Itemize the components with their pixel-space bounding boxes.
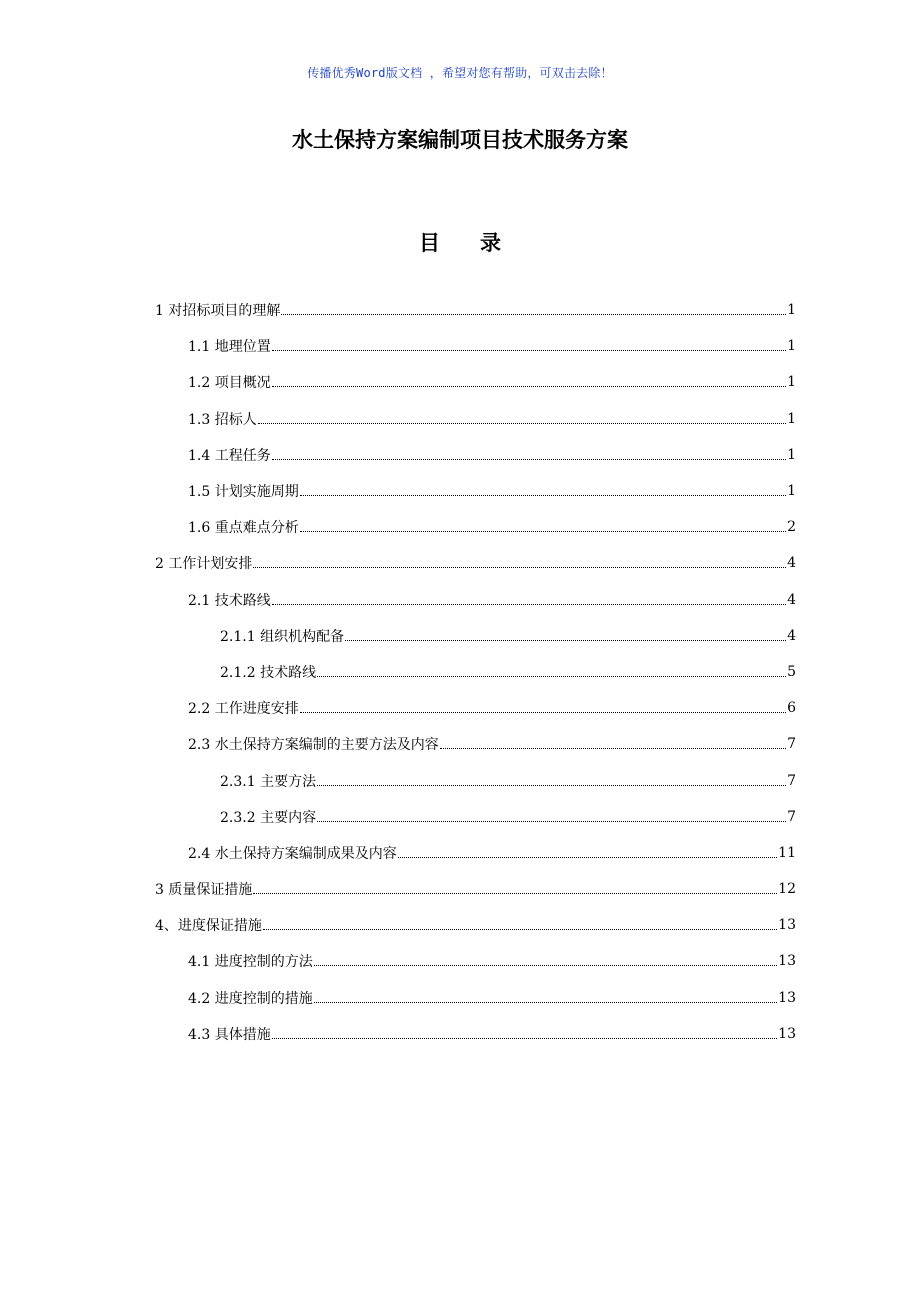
toc-entry[interactable] — [155, 582, 796, 618]
toc-page-number: 1 — [787, 483, 796, 500]
toc-entry-text: 4.3 具体措施 — [188, 1026, 271, 1043]
toc-leader-dots — [258, 412, 786, 426]
toc-entry-text: 3 质量保证措施 — [155, 882, 253, 899]
toc-leader-dots — [253, 556, 786, 570]
toc-entry[interactable] — [155, 437, 796, 473]
table-of-contents — [155, 292, 796, 1052]
toc-entry[interactable] — [155, 473, 796, 509]
toc-page-number: 7 — [787, 772, 796, 789]
toc-leader-dots — [398, 846, 777, 860]
toc-entry[interactable] — [155, 618, 796, 654]
toc-page-number: 11 — [778, 844, 796, 861]
toc-entry-text: 1.5 计划实施周期 — [188, 484, 299, 501]
toc-entry-text: 1 对招标项目的理解 — [155, 303, 281, 320]
toc-leader-dots — [317, 665, 786, 679]
toc-leader-dots — [345, 629, 786, 643]
toc-entry-text: 1.6 重点难点分析 — [188, 520, 299, 537]
toc-page-number: 1 — [787, 446, 796, 463]
toc-entry-text: 1.3 招标人 — [188, 411, 257, 428]
toc-page-number: 1 — [787, 302, 796, 319]
toc-entry-text: 2.3.2 主要内容 — [220, 809, 317, 826]
toc-leader-dots — [272, 375, 786, 389]
toc-entry[interactable] — [155, 726, 796, 762]
toc-entry-text: 2.4 水土保持方案编制成果及内容 — [188, 845, 397, 862]
toc-page-number: 7 — [787, 808, 796, 825]
toc-leader-dots — [272, 593, 786, 607]
toc-leader-dots — [314, 991, 777, 1005]
toc-page-number: 2 — [787, 519, 796, 536]
toc-page-number: 13 — [778, 953, 796, 970]
toc-entry[interactable] — [155, 364, 796, 400]
toc-leader-dots — [300, 484, 786, 498]
toc-entry-text: 4.1 进度控制的方法 — [188, 954, 313, 971]
toc-leader-dots — [300, 520, 786, 534]
toc-entry[interactable] — [155, 943, 796, 979]
toc-entry[interactable] — [155, 401, 796, 437]
toc-entry-text: 2.2 工作进度安排 — [188, 701, 299, 718]
header-note: 传播优秀Word版文档 ，希望对您有帮助，可双击去除！ — [307, 66, 613, 80]
toc-page-number: 4 — [787, 591, 796, 608]
toc-entry[interactable] — [155, 328, 796, 364]
toc-entry[interactable] — [155, 907, 796, 943]
toc-entry-text: 4、进度保证措施 — [155, 918, 262, 935]
toc-leader-dots — [281, 303, 786, 317]
toc-page-number: 1 — [787, 410, 796, 427]
toc-entry[interactable] — [155, 762, 796, 798]
toc-page-number: 1 — [787, 338, 796, 355]
toc-entry[interactable] — [155, 871, 796, 907]
toc-heading: 目录 — [419, 231, 541, 255]
toc-page-number: 6 — [787, 700, 796, 717]
toc-leader-dots — [317, 810, 786, 824]
toc-entry[interactable] — [155, 509, 796, 545]
toc-entry-text: 2.1 技术路线 — [188, 592, 271, 609]
toc-leader-dots — [253, 882, 777, 896]
toc-page-number: 5 — [787, 663, 796, 680]
document-title: 水土保持方案编制项目技术服务方案 — [292, 128, 628, 152]
toc-entry-text: 1.4 工程任务 — [188, 447, 271, 464]
toc-entry-text: 2 工作计划安排 — [155, 556, 253, 573]
toc-leader-dots — [300, 701, 786, 715]
toc-page-number: 1 — [787, 374, 796, 391]
toc-page-number: 13 — [778, 989, 796, 1006]
toc-entry-text: 2.3 水土保持方案编制的主要方法及内容 — [188, 737, 439, 754]
toc-page-number: 12 — [778, 881, 796, 898]
toc-entry[interactable] — [155, 835, 796, 871]
toc-leader-dots — [440, 737, 786, 751]
toc-page-number: 7 — [787, 736, 796, 753]
toc-page-number: 4 — [787, 555, 796, 572]
toc-leader-dots — [314, 954, 777, 968]
toc-page-number: 4 — [787, 627, 796, 644]
toc-entry[interactable] — [155, 690, 796, 726]
toc-entry-text: 1.1 地理位置 — [188, 339, 271, 356]
toc-page-number: 13 — [778, 1025, 796, 1042]
toc-leader-dots — [263, 918, 777, 932]
toc-entry-text: 4.2 进度控制的措施 — [188, 990, 313, 1007]
toc-leader-dots — [272, 448, 786, 462]
toc-entry[interactable] — [155, 545, 796, 581]
toc-entry-text: 2.3.1 主要方法 — [220, 773, 317, 790]
toc-leader-dots — [317, 774, 786, 788]
toc-page-number: 13 — [778, 917, 796, 934]
toc-entry[interactable] — [155, 799, 796, 835]
toc-entry[interactable] — [155, 654, 796, 690]
toc-entry-text: 1.2 项目概况 — [188, 375, 271, 392]
toc-leader-dots — [272, 339, 786, 353]
toc-entry[interactable] — [155, 980, 796, 1016]
toc-entry-text: 2.1.1 组织机构配备 — [220, 628, 345, 645]
toc-entry[interactable] — [155, 1016, 796, 1052]
toc-leader-dots — [272, 1027, 777, 1041]
toc-entry-text: 2.1.2 技术路线 — [220, 664, 317, 681]
toc-entry[interactable] — [155, 292, 796, 328]
